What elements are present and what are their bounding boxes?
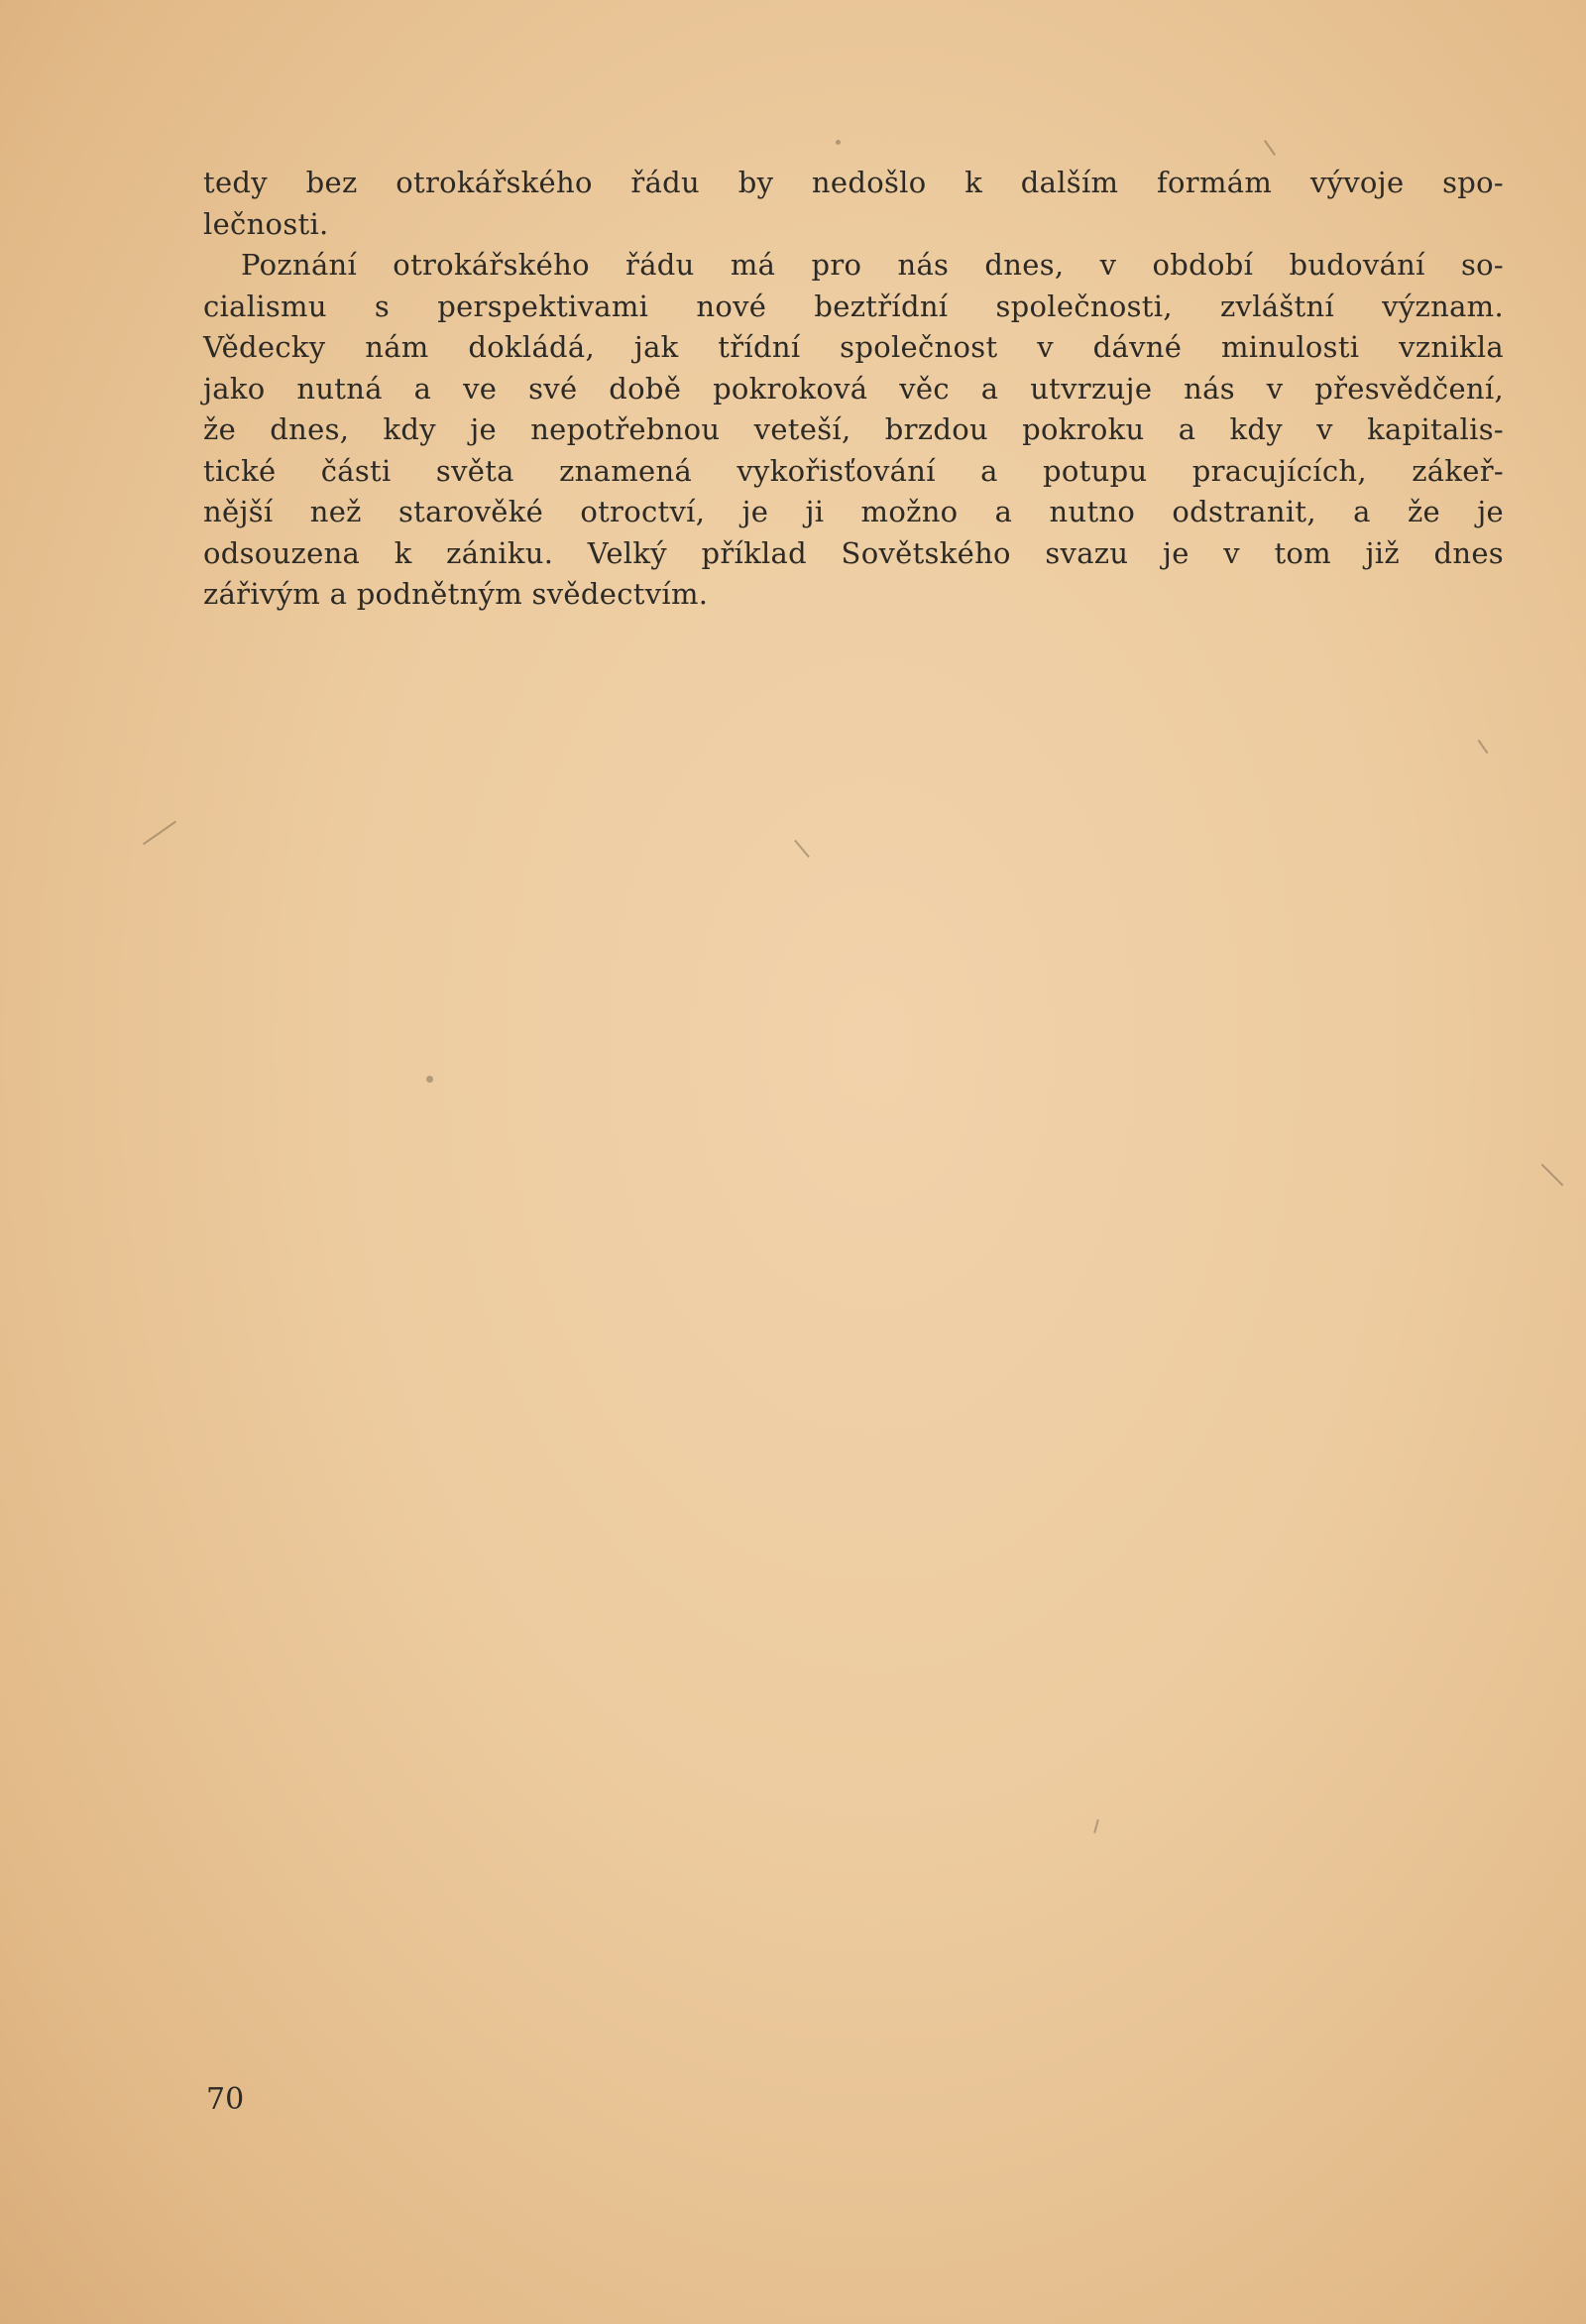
text-line: cialismu s perspektivami nové beztřídní společnosti, zvláštní význam. <box>203 289 1504 323</box>
paper-speck <box>1264 140 1276 156</box>
text-line: tické části světa znamená vykořisťování a potupu pracujících, zákeř- <box>203 453 1504 488</box>
paper-speck <box>143 821 176 846</box>
text-line: tedy bez otrokářského řádu by nedošlo k dalším formám vývoje spo- <box>203 166 1504 199</box>
text-line: lečnosti. <box>203 206 329 241</box>
page-number: 70 <box>206 2082 245 2117</box>
text-line: odsouzena k zániku. Velký příklad Sovětského svazu je v tom již dnes <box>203 535 1504 570</box>
text-line: nější než starověké otroctví, je ji možno a nutno odstranit, a že je <box>203 495 1504 528</box>
paper-speck <box>1093 1819 1099 1833</box>
text-line: jako nutná a ve své době pokroková věc a utvrzuje nás v přesvědčení, <box>203 371 1504 406</box>
paper-speck <box>1478 740 1489 754</box>
paper-speck <box>426 1076 433 1083</box>
text-line: Poznání otrokářského řádu má pro nás dnes, v období budování so- <box>241 248 1504 282</box>
paper-speck <box>836 140 841 145</box>
text-line: Vědecky nám dokládá, jak třídní společnost v dávné minulosti vznikla <box>203 330 1504 364</box>
text-line: zářivým a podnětným svědectvím. <box>203 577 709 611</box>
paper-speck <box>1541 1164 1564 1187</box>
paper-speck <box>794 840 810 858</box>
body-text <box>203 163 1504 616</box>
text-line: že dnes, kdy je nepotřebnou veteší, brzdou pokroku a kdy v kapitalis- <box>203 412 1504 446</box>
